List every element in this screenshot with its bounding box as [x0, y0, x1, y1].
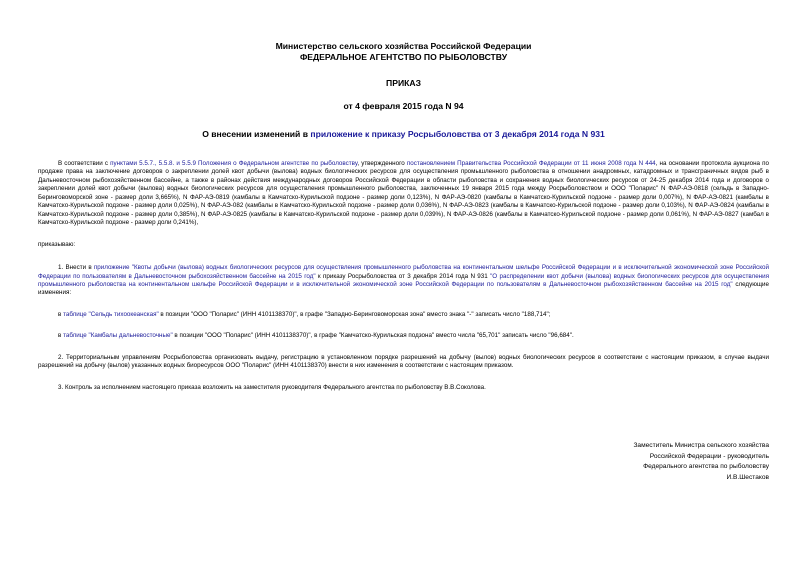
item-1-link-appendix[interactable]: приложение "Квоты добычи (вылова) водных биологических ресурсов для осуществления промышленного рыболовства на континентальном шельфе Российской Федерации и в исключительной экономической зоне Российской Федерации по пользователям в Дальневосточном рыбохозяйственном бассейне на 2015 год" [38, 264, 769, 280]
intro-text-2: , утвержденного [357, 160, 407, 167]
item-3-paragraph: 3. Контроль за исполнением настоящего приказа возложить на заместителя руководителя Федерального агентства по рыболовству В.В.Соколова. [58, 383, 486, 391]
signature-line-1: Заместитель Министра сельского хозяйства [633, 442, 769, 449]
signature-line-4: И.В.Шестаков [726, 473, 769, 481]
order-heading: ПРИКАЗ [386, 78, 421, 88]
intro-link-decree[interactable]: постановлением Правительства Российской Федерации от 11 июня 2008 года N 444 [406, 160, 656, 167]
sub-1-text-1: в [58, 310, 64, 318]
ministry-name: Министерство сельского хозяйства Российской Федерации [275, 41, 532, 51]
sub-item-herring [38, 311, 769, 319]
sub-2-text-1: в [58, 332, 64, 340]
orders-word: приказываю: [38, 240, 76, 248]
sub-1-text-2: в позиции "ООО "Поларис" (ИНН 4101138370)", в графе "Западно-Беринговоморская зона" вместо знака "-" записать число "188,714"; [158, 310, 551, 318]
intro-paragraph [38, 160, 769, 228]
signature-block [633, 441, 769, 483]
item-1-text-2: к приказу Росрыболовства от 3 декабря 2014 года N 931 [315, 272, 491, 280]
document-title [0, 129, 807, 140]
intro-link-regulation[interactable]: пунктами 5.5.7., 5.5.8. и 5.5.9 Положения о Федеральном агентстве по рыболовству [110, 160, 358, 167]
item-1-text-1: 1. Внести в [58, 264, 94, 272]
signature-line-2: Российской Федерации - руководитель [649, 452, 769, 460]
agency-name: ФЕДЕРАЛЬНОЕ АГЕНТСТВО ПО РЫБОЛОВСТВУ [299, 52, 508, 62]
item-1-paragraph [38, 264, 769, 298]
sub-1-link-table[interactable]: таблице "Сельдь тихоокеанская" [63, 310, 159, 318]
intro-text-3: , на основании протокола аукциона по продаже права на заключение договоров о закреплении долей квот добычи (вылова) водных биологических ресурсов для осуществления промышленного рыболовства в отношении анадромных, катадромных и трансграничных видов рыб в Дальневосточном рыбохозяйственном бассейне, а также в районах действия международных договоров Российской Федерации в области рыболовства и сохранения водных биологических ресурсов от 24-25 декабря 2014 года и договоров о закреплении долей квот добычи (вылова) водных биологических ресурсов для осуществления промышленного рыболовства, заключенных 19 января 2015 года между Росрыболовством и ООО "Поларис" N ФАР-АЭ-0818 (сельдь в Западно-Беринговоморской зоне - размер доли 3,665%), N ФАР-АЭ-0819 (камбалы в Камчатско-Курильской подзоне - размер доли 0,123%), N ФАР-АЭ-0820 (камбалы в Камчатско-Курильской подзоне - размер доли 0,007%), N ФАР-АЭ-0821 (камбалы в Камчатско-Курильской подзоне - размер доли 0,025%), N ФАР-АЭ-082 (камбалы в Камчатско-Курильской подзоне - размер доли 0,036%), N ФАР-АЭ-0823 (камбалы в Камчатско-Курильской подзоне - размер доли 0,103%), N ФАР-АЭ-0824 (камбалы в Камчатско-Курильской подзоне - размер доли 0,385%), N ФАР-АЭ-0825 (камбалы в Камчатско-Курильской подзоне - размер доли 0,039%), N ФАР-АЭ-0826 (камбалы в Камчатско-Курильской подзоне - размер доли 0,061%), N ФАР-АЭ-0827 (камбал в Камчатско-Курильской подзоне - размер доли 0,241%), [38, 160, 769, 227]
item-1-text-3: следующие изменения: [38, 280, 769, 297]
signature-line-3: Федерального агентства по рыболовству [643, 463, 769, 470]
item-1-link-order[interactable]: "О распределении квот добычи (вылова) водных биологических ресурсов для осуществления промышленного рыболовства на континентальном шельфе Российской Федерации и в исключительной экономической зоне Российской Федерации по пользователям в Дальневосточном рыбохозяйственном бассейне на 2015 год" [38, 272, 769, 288]
title-link[interactable]: приложение к приказу Росрыболовства от 3 декабря 2014 года N 931 [310, 129, 605, 139]
sub-2-text-2: в позиции "ООО "Поларис" (ИНН 4101138370)", в графе "Камчатско-Курильская подзона" вместо числа "65,701" записать число "96,684". [172, 332, 574, 340]
sub-item-flounder [38, 332, 769, 340]
document-body [38, 160, 769, 392]
intro-text-1: В соответствии с [58, 160, 111, 167]
title-prefix: О внесении изменений в [202, 129, 311, 139]
sub-2-link-table[interactable]: таблице "Камбалы дальневосточные" [63, 332, 173, 340]
item-2-paragraph: 2. Территориальным управлениям Росрыболовства организовать выдачу, регистрацию в установленном порядке разрешений на добычу (вылов) водных биологических ресурсов в соответствии с настоящим приказом, в случае выдачи разрешений на добычу (вылов) указанных водных биоресурсов ООО "Поларис" (ИНН 4101138370) внести в них изменения в соответствии с настоящим приказом. [38, 353, 769, 370]
order-date: от 4 февраля 2015 года N 94 [343, 101, 464, 111]
